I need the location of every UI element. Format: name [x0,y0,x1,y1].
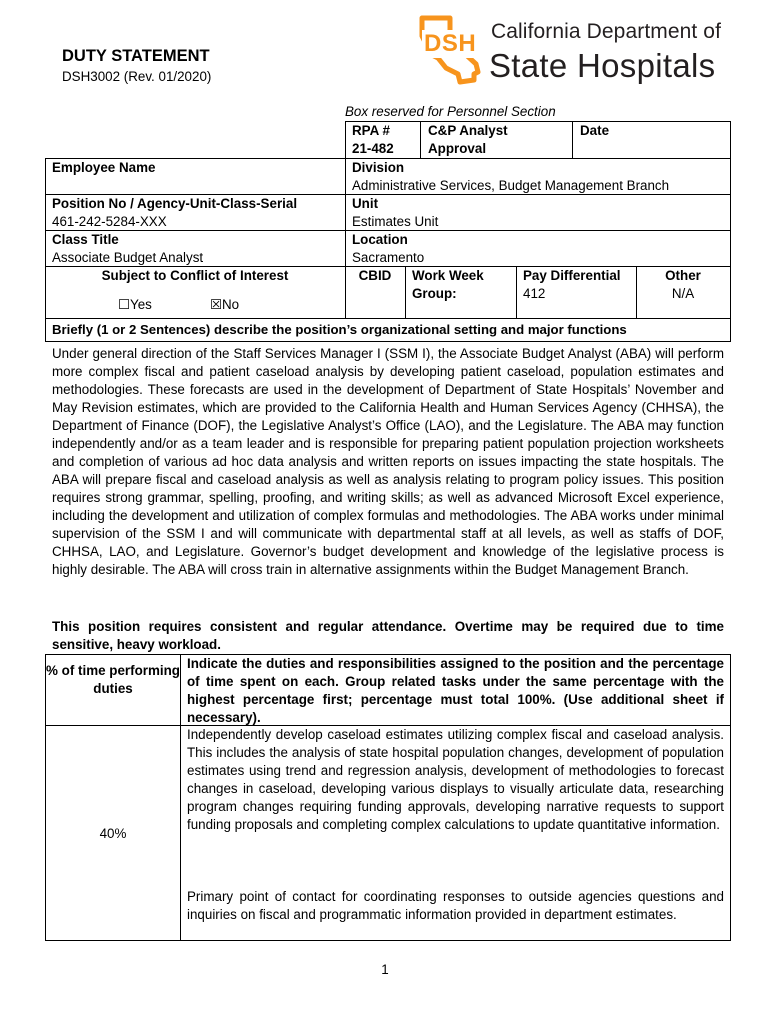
description-body: Under general direction of the Staff Services Manager I (SSM I), the Associate Budget Analyst (ABA) will perform more complex fiscal and patient caseload analysis by developing patient caseload, population estimates and methodologies. These forecasts are used in the development of Department of State Hospitals’ November and May Revision estimates, which are provided to the California Health and Human Services Agency (CHHSA), the Department of Finance (DOF), the Legislative Analyst’s Office (LAO), and the Legislature. The ABA may function independently and/or as a team leader and is responsible for preparing patient population projection worksheets and completion of various ad hoc data analysis and written reports on issues impacting the state hospitals. The ABA will prepare fiscal and caseload analysis as well as analysis relating to program policy issues. This position requires strong grammar, spelling, proofing, and writing skills; as well as advanced Microsoft Excel experience, including the development and utilization of complex formulas and methodologies. The ABA works under minimal supervision of the SSM I and will communicate with departmental staff at all levels, as well as staffs of DOF, CHHSA, LAO, and Legislature. Governor’s budget development and knowledge of the legislative process is highly desirable. The ABA will cross train in alternative assignments within the Budget Management Branch. [52,346,724,577]
location-label: Location [352,232,408,247]
work-week-label: Work Week [412,268,484,283]
no-label: No [222,297,240,312]
class-title-value: Associate Budget Analyst [52,250,204,265]
division-label: Division [352,160,405,175]
cp-approval-label: Approval [428,141,487,156]
pay-differential-label: Pay Differential [523,268,621,283]
conflict-of-interest-label: Subject to Conflict of Interest [101,268,289,283]
description-heading: Briefly (1 or 2 Sentences) describe the position’s organizational setting and major functions [52,322,627,337]
rpa-value: 21-482 [352,141,394,156]
form-code: DSH3002 (Rev. 01/2020) [62,69,212,84]
conflict-yes-option[interactable] [118,296,152,314]
position-value: 461-242-5284-XXX [52,214,167,229]
pay-differential-value: 412 [523,286,546,301]
class-title-label: Class Title [52,232,119,247]
personnel-section-caption: Box reserved for Personnel Section [345,104,556,119]
logo-line-1: California Department of [491,20,722,43]
checkbox-checked-icon: ☒ [210,297,223,312]
other-label: Other [665,268,701,283]
page-number: 1 [381,962,389,977]
cbid-label: CBID [358,268,392,283]
document-title: DUTY STATEMENT [62,47,210,65]
duty-text-secondary: Primary point of contact for coordinating responses to outside agencies questions and inquiries on fiscal and programmatic information provided in department estimates. [187,889,724,922]
logo-line-2: State Hospitals [489,47,716,84]
other-value: N/A [671,286,695,301]
duty-percent: 40% [99,826,127,841]
percent-time-header: % of time performing duties [46,663,180,696]
date-label: Date [580,123,610,138]
duty-text: Independently develop caseload estimates utilizing complex fiscal and caseload analysis. This includes the analysis of state hospital population changes, development of population estimates using trend and regression analysis, development of methodologies to forecast changes in caseload, developing various displays to visually articulate data, researching program changes requiring funding approvals, developing narrative requests to support funding proposals and completing complex calculations to update quantitative information. [187,727,724,832]
rpa-label: RPA # [352,123,390,138]
division-value: Administrative Services, Budget Management Branch [352,178,670,193]
work-week-group-label: Group: [412,286,457,301]
checkbox-unchecked-icon: ☐ [118,297,131,312]
unit-value: Estimates Unit [352,214,439,229]
position-label: Position No / Agency-Unit-Class-Serial [52,196,298,211]
location-value: Sacramento [352,250,425,265]
unit-label: Unit [352,196,379,211]
duties-instruction: Indicate the duties and responsibilities assigned to the position and the percentage of time spent on each. Group related tasks under the same percentage with the highest percentage first; percentage must total 100%. (Use additional sheet if necessary). [187,656,724,725]
conflict-no-option[interactable] [210,296,239,314]
yes-label: Yes [130,297,152,312]
attendance-statement: This position requires consistent and regular attendance. Overtime may be required due to time sensitive, heavy workload. [52,619,724,652]
logo-acronym: DSH [424,30,477,57]
cp-analyst-label: C&P Analyst [428,123,508,138]
employee-name-label: Employee Name [52,160,156,175]
